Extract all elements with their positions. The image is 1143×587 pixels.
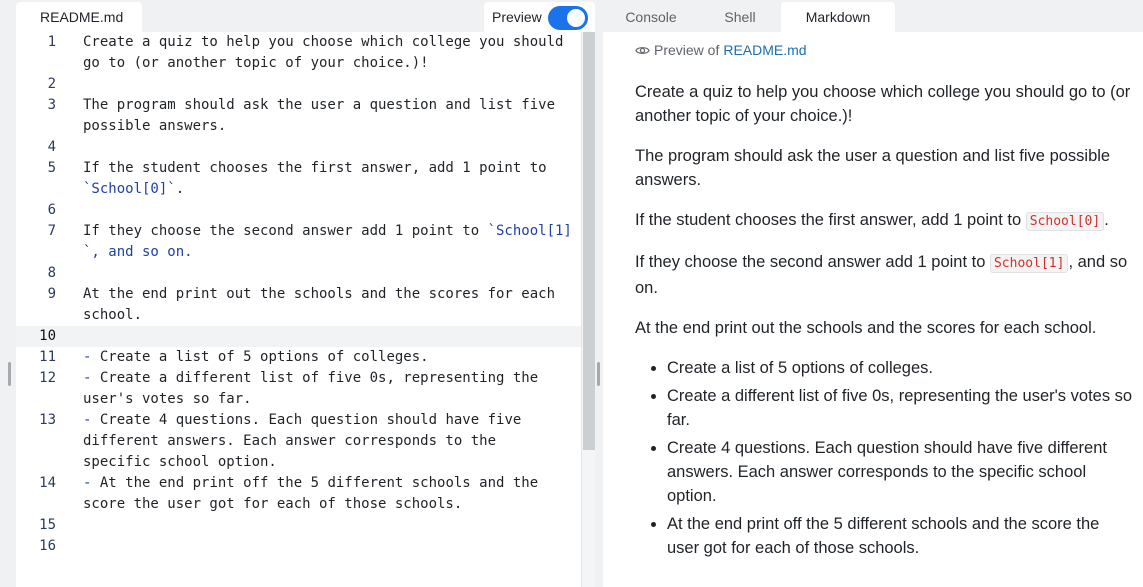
tab-console[interactable]: Console xyxy=(625,9,677,25)
right-tab-bar xyxy=(603,0,1143,32)
line-number: 15 xyxy=(39,517,56,533)
line-number: 16 xyxy=(39,538,56,554)
line-number: 9 xyxy=(47,286,56,302)
code-text: possible answers. xyxy=(83,118,227,134)
code-line[interactable] xyxy=(16,410,581,473)
code-text: `School[0]`. xyxy=(83,181,185,197)
code-line[interactable] xyxy=(16,515,581,536)
preview-paragraph xyxy=(635,144,1135,192)
tab-shell[interactable]: Shell xyxy=(724,9,756,25)
code-text: specific school option. xyxy=(83,454,277,470)
preview-paragraph xyxy=(635,316,1135,340)
editor-scrollbar[interactable] xyxy=(581,32,595,587)
paragraph-text: If the student chooses the first answer, add 1 point to xyxy=(635,211,1026,229)
line-number: 4 xyxy=(47,139,56,155)
preview-paragraph xyxy=(635,208,1135,234)
inline-code: School[1] xyxy=(990,254,1068,273)
preview-paragraph xyxy=(635,80,1135,128)
editor-scroll-thumb[interactable] xyxy=(583,32,595,450)
code-line[interactable] xyxy=(16,263,581,284)
code-text: The program should ask the user a question and list five xyxy=(83,97,556,113)
code-line[interactable] xyxy=(16,368,581,410)
file-tab-readme[interactable]: README.md xyxy=(16,2,142,32)
code-line[interactable] xyxy=(16,74,581,95)
toggle-knob xyxy=(567,9,585,27)
preview-paragraph xyxy=(635,250,1135,300)
preview-toggle[interactable] xyxy=(548,6,588,30)
code-line[interactable] xyxy=(16,158,581,200)
line-number: 2 xyxy=(47,76,56,92)
paragraph-text: If they choose the second answer add 1 point to xyxy=(635,253,990,271)
line-number: 7 xyxy=(47,223,56,239)
preview-of-label: Preview of xyxy=(654,42,720,58)
tab-markdown[interactable]: Markdown xyxy=(781,2,895,32)
code-line[interactable] xyxy=(16,200,581,221)
line-number: 10 xyxy=(39,328,56,344)
inline-code: School[0] xyxy=(1026,212,1104,231)
left-resize-handle[interactable] xyxy=(8,362,11,386)
code-line[interactable] xyxy=(16,284,581,326)
code-text: If they choose the second answer add 1 point to `School[1] xyxy=(83,223,572,239)
preview-bullet-list xyxy=(635,356,1135,560)
code-text: different answers. Each answer corresponds to the xyxy=(83,433,497,449)
line-number: 5 xyxy=(47,160,56,176)
paragraph-text: , and so on. xyxy=(635,253,1128,297)
code-line[interactable] xyxy=(16,536,581,557)
line-number: 13 xyxy=(39,412,56,428)
paragraph-text: . xyxy=(1104,211,1109,229)
code-text: At the end print out the schools and the scores for each xyxy=(83,286,556,302)
code-line[interactable] xyxy=(16,473,581,515)
pane-resize-handle[interactable] xyxy=(597,362,600,386)
code-text: Create a quiz to help you choose which college you should xyxy=(83,34,564,50)
paragraph-text: The program should ask the user a question and list five possible answers. xyxy=(635,147,1111,189)
editor-pane xyxy=(16,0,595,587)
code-line[interactable] xyxy=(16,221,581,263)
preview-file-link[interactable]: README.md xyxy=(723,42,807,58)
list-item: Create a different list of five 0s, representing the user's votes so far. xyxy=(635,384,1135,432)
line-number: 3 xyxy=(47,97,56,113)
markdown-content xyxy=(635,80,1135,564)
paragraph-text: At the end print out the schools and the scores for each school. xyxy=(635,319,1097,337)
line-number: 6 xyxy=(47,202,56,218)
paragraph-text: Create a quiz to help you choose which college you should go to (or another topic of your choice.)! xyxy=(635,83,1131,125)
line-number: 12 xyxy=(39,370,56,386)
list-item: Create 4 questions. Each question should have five different answers. Each answer corresponds to the specific school option. xyxy=(635,436,1135,508)
markdown-preview xyxy=(603,32,1143,587)
line-number: 1 xyxy=(47,34,56,50)
list-item: At the end print off the 5 different schools and the score the user got for each of those schools. xyxy=(635,512,1135,560)
code-line[interactable] xyxy=(16,95,581,137)
code-text: score the user got for each of those schools. xyxy=(83,496,463,512)
code-line[interactable] xyxy=(16,137,581,158)
code-text: - Create a different list of five 0s, representing the xyxy=(83,370,539,386)
code-editor[interactable] xyxy=(16,32,581,587)
preview-label: Preview xyxy=(492,9,542,25)
preview-toggle-group xyxy=(484,2,595,32)
eye-icon xyxy=(635,43,650,58)
list-item: Create a list of 5 options of colleges. xyxy=(635,356,1135,380)
code-line[interactable] xyxy=(16,347,581,368)
code-text: user's votes so far. xyxy=(83,391,252,407)
line-number: 14 xyxy=(39,475,56,491)
code-text: - Create a list of 5 options of colleges. xyxy=(83,349,429,365)
code-text: - Create 4 questions. Each question should have five xyxy=(83,412,522,428)
code-line[interactable] xyxy=(16,32,581,74)
right-pane xyxy=(603,0,1143,587)
preview-of-header xyxy=(635,42,807,58)
code-text: go to (or another topic of your choice.)! xyxy=(83,55,429,71)
code-text: school. xyxy=(83,307,143,323)
line-number: 8 xyxy=(47,265,56,281)
editor-tab-bar xyxy=(16,0,595,32)
code-text: `, and so on. xyxy=(83,244,193,260)
code-text: - At the end print off the 5 different schools and the xyxy=(83,475,539,491)
code-line[interactable] xyxy=(16,326,581,347)
line-number: 11 xyxy=(39,349,56,365)
code-text: If the student chooses the first answer, add 1 point to xyxy=(83,160,547,176)
